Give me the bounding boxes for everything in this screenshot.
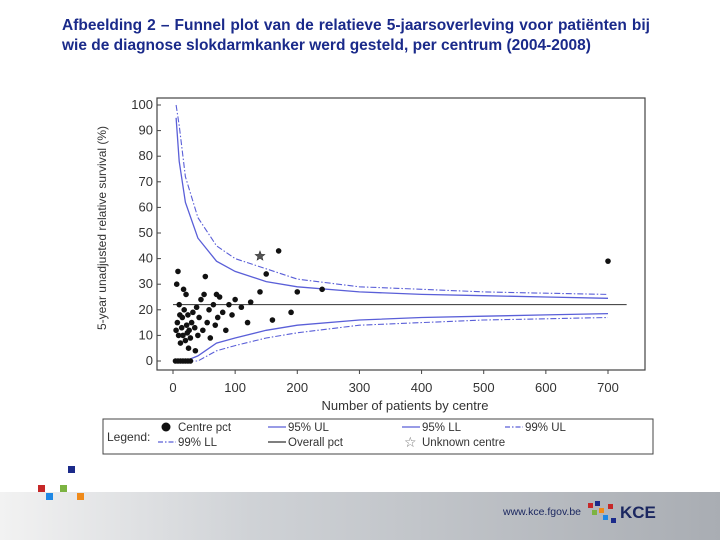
- legend-entry: 95% UL: [288, 422, 329, 434]
- y-tick-label: 60: [138, 199, 153, 215]
- centre-point: [217, 294, 223, 300]
- centre-point: [294, 289, 300, 295]
- centre-point: [232, 297, 238, 303]
- x-tick-label: 500: [472, 380, 495, 395]
- centre-point: [179, 325, 185, 331]
- logo-square-icon: [77, 493, 84, 500]
- centre-point: [605, 258, 611, 264]
- y-tick-label: 100: [131, 97, 153, 112]
- x-tick-label: 300: [348, 380, 371, 395]
- x-axis-label: Number of patients by centre: [321, 398, 489, 413]
- centre-point: [178, 340, 184, 346]
- y-tick-label: 50: [138, 225, 153, 240]
- centre-point: [220, 310, 226, 316]
- plot-area: [100, 90, 655, 470]
- centre-point: [212, 322, 218, 328]
- centre-point: [188, 335, 194, 341]
- logo-square-icon: [46, 493, 53, 500]
- centre-point: [193, 348, 199, 354]
- legend-entry: Centre pct: [178, 422, 232, 434]
- centre-point: [229, 312, 235, 318]
- centre-point: [175, 269, 181, 275]
- centre-point: [215, 315, 221, 321]
- centre-point: [203, 274, 209, 280]
- centre-point: [196, 315, 202, 321]
- y-tick-label: 0: [145, 353, 153, 368]
- legend-entry: Unknown centre: [422, 437, 506, 449]
- centre-point: [194, 304, 200, 310]
- centre-point: [183, 338, 189, 344]
- kce-logo-text: KCE: [620, 503, 656, 522]
- centre-point: [190, 310, 196, 316]
- x-tick-label: 200: [286, 380, 309, 395]
- y-tick-label: 30: [138, 276, 153, 292]
- x-tick-label: 600: [535, 380, 557, 395]
- y-tick-label: 40: [138, 250, 153, 266]
- chart-legend: [103, 419, 653, 454]
- centre-point: [173, 327, 179, 333]
- y-tick-label: 20: [138, 301, 153, 317]
- legend-entry: 99% LL: [178, 437, 218, 449]
- centre-point: [195, 333, 201, 339]
- centre-point: [226, 302, 232, 308]
- y-axis-label: 5-year unadjusted relative survival (%): [95, 125, 109, 331]
- legend-title: Legend:: [107, 430, 151, 444]
- x-tick-label: 400: [410, 380, 433, 395]
- centre-point: [184, 330, 190, 336]
- x-tick-label: 100: [224, 380, 246, 395]
- footer-url-link[interactable]: www.kce.fgov.be: [503, 506, 582, 518]
- centre-point: [174, 281, 180, 287]
- logo-square-icon: [68, 466, 75, 473]
- centre-point: [276, 248, 282, 254]
- centre-point: [204, 320, 210, 326]
- centre-point: [181, 307, 187, 313]
- centre-point: [200, 327, 206, 333]
- centre-point: [189, 320, 195, 326]
- centre-point: [263, 271, 269, 277]
- centre-point: [185, 312, 191, 318]
- centre-point: [288, 310, 294, 316]
- centre-point: [176, 302, 182, 308]
- logo-square-icon: [60, 485, 67, 492]
- legend-star-icon: ☆: [404, 435, 417, 451]
- centre-point: [239, 304, 245, 310]
- centre-point: [198, 297, 204, 303]
- centre-point: [211, 302, 217, 308]
- centre-point: [183, 292, 189, 298]
- x-tick-label: 700: [597, 380, 619, 395]
- centre-point: [192, 325, 198, 331]
- centre-point: [201, 292, 207, 298]
- legend-entry: Overall pct: [288, 437, 343, 449]
- slide-title: Afbeelding 2 – Funnel plot van de relatieve 5-jaarsoverleving voor patiënten bij wie de diagnose slokdarmkanker werd gesteld, per centrum (2004-2008): [62, 17, 650, 54]
- centre-point: [245, 320, 251, 326]
- centre-point: [223, 327, 229, 333]
- legend-entry: 99% UL: [525, 422, 566, 434]
- centre-point: [181, 287, 187, 293]
- centre-point: [186, 345, 192, 351]
- plot-frame: [157, 98, 645, 370]
- centre-point: [319, 287, 325, 293]
- centre-point: [257, 289, 263, 295]
- logo-square-icon: [38, 485, 45, 492]
- x-tick-label: 0: [169, 380, 177, 395]
- legend-marker-centre: [162, 423, 171, 432]
- centre-point: [188, 358, 194, 364]
- y-tick-label: 10: [138, 327, 153, 343]
- centre-point: [184, 322, 190, 328]
- y-tick-label: 70: [138, 173, 153, 189]
- y-tick-label: 80: [138, 148, 153, 164]
- centre-point: [270, 317, 276, 323]
- centre-point: [175, 320, 181, 326]
- centre-point: [206, 307, 212, 313]
- centre-point: [248, 299, 254, 305]
- legend-entry: 95% LL: [422, 422, 462, 434]
- y-tick-label: 90: [138, 122, 153, 138]
- centre-point: [207, 335, 213, 341]
- centre-point: [180, 315, 186, 321]
